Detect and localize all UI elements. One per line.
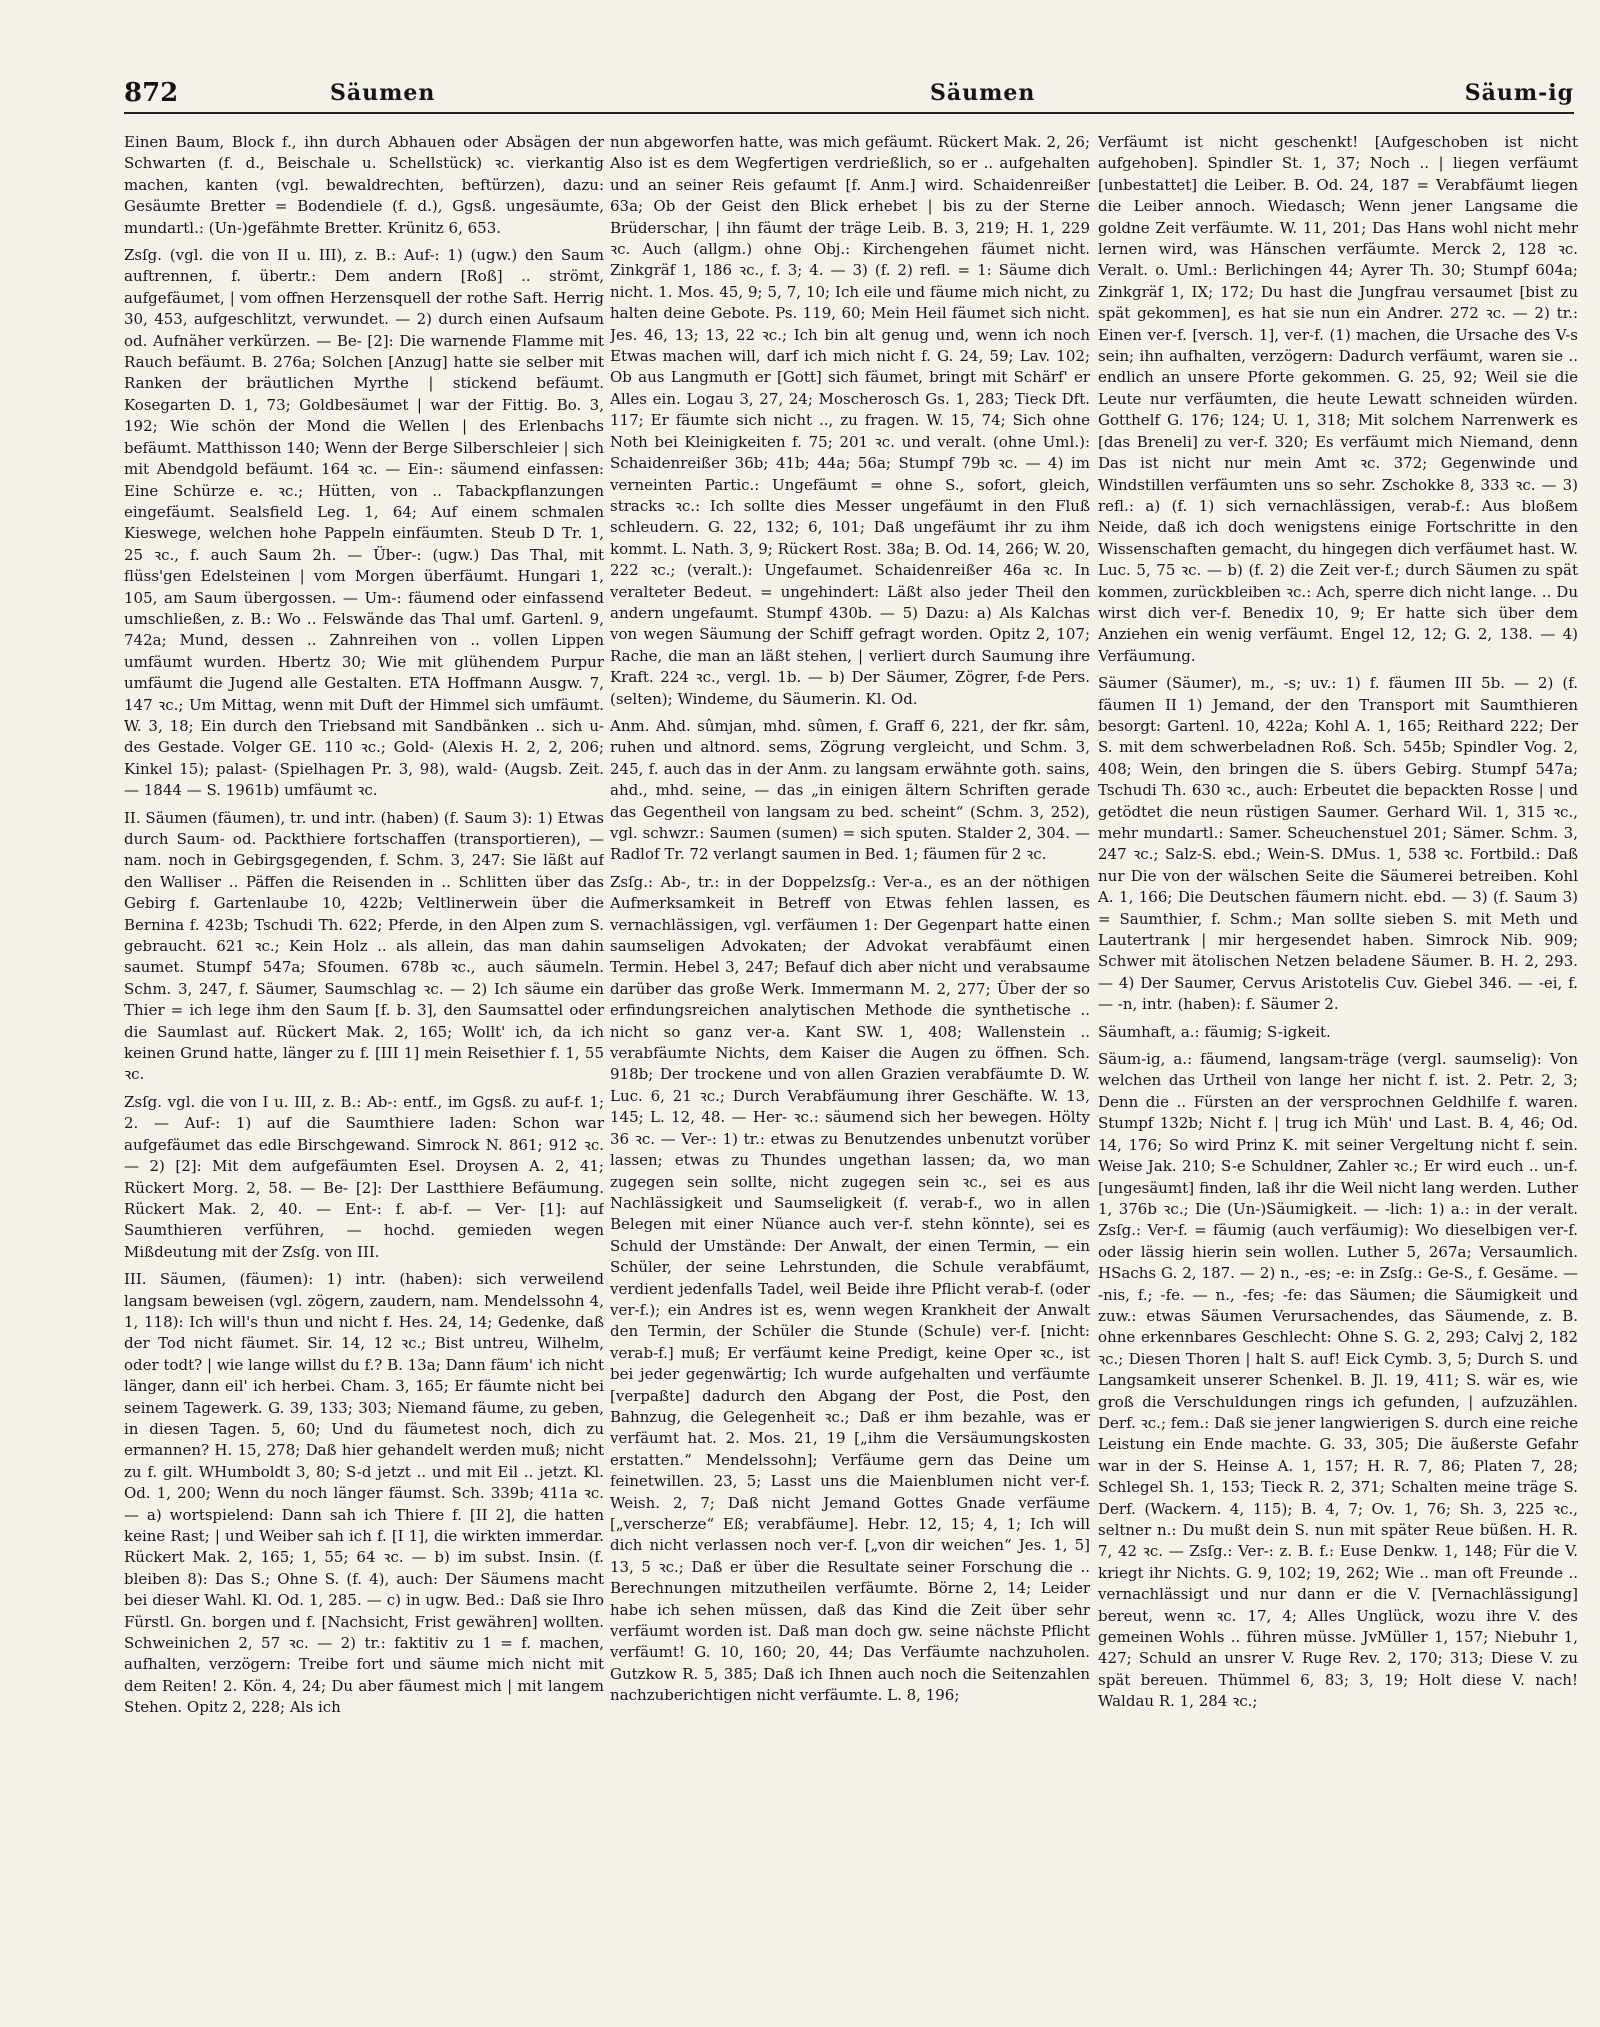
column-1-paragraph: II. Säumen (fäumen), tr. und intr. (haben) (f. Saum 3): 1) Etwas durch Saum- od. Packthiere fortschaffen (transportieren), — nam. noch in Gebirgsgegenden, f. Schm. 3, 247: Sie läßt auf den Walliser .. Päffen die Reisenden in .. Schlitten über das Gebirg f. Gartenlaube 10, 422b; Veltlinerwein über die Bernina f. 423b; Tschudi Th. 622; Pferde, in den Alpen zum S. gebraucht. 621 ꝛc.; Kein Holz .. als allein, das man dahin saumet. Stumpf 547a; Sfoumen. 678b ꝛc., auch säumeln. Schm. 3, 247, f. Säumer, Saumschlag ꝛc. — 2) Ich säume ein Thier = ich lege ihm den Saum [f. b. 3], den Saumsattel oder die Saumlast auf. Rückert Mak. 2, 165; Wollt' ich, da ich keinen Grund hatte, länger zu f. [III 1] mein Reisethier f. 1, 55 ꝛc. [124, 808, 604, 1084]
column-2 [610, 132, 1090, 2012]
center-headword: Säumen [930, 80, 1036, 106]
column-2-paragraph: Anm. Ahd. sûmjan, mhd. sûmen, f. Graff 6, 221, der fkr. sâm, ruhen und altnord. sems, Zögrung vergleicht, und Schm. 3, 245, f. auch das in der Anm. zu langsam erwähnte goth. sains, ahd., mhd. seine, — das „in einigen ältern Schriften gerade das Gegentheil von langsam zu bed. scheint“ (Schm. 3, 252), vgl. schwzr.: Saumen (sumen) = sich sputen. Stalder 2, 304. — Radlof Tr. 72 verlangt saumen in Bed. 1; fäumen für 2 ꝛc. [610, 716, 1090, 864]
column-1-paragraph: Zsſg. (vgl. die von II u. III), z. B.: Auf-: 1) (ugw.) den Saum auftrennen, f. übertr.: Dem andern [Roß] .. strömt, aufgefäumet, | vom offnen Herzensquell der rothe Saft. Herrig 30, 453, aufgeschlitzt, verwundet. — 2) durch einen Aufsaum od. Aufnäher verkürzen. — Be- [2]: Die warnende Flamme mit Rauch befäumt. B. 276a; Solchen [Anzug] hatte sie selber mit Ranken der bräutlichen Myrthe | stickend befäumt. Kosegarten D. 1, 73; Goldbesäumet | war der Fittig. Bo. 3, 192; Wie schön der Mond die Wellen | des Erlenbachs befäumt. Matthisson 140; Wenn der Berge Silberschleier | sich mit Abendgold befäumt. 164 ꝛc. — Ein-: säumend einfassen: Eine Schürze e. ꝛc.; Hütten, von .. Tabackpflanzungen eingefäumt. Sealsfield Leg. 1, 64; Auf einem schmalen Kieswege, welchen hohe Pappeln einfäumten. Steub D Tr. 1, 25 ꝛc., f. auch Saum 2h. — Über-: (ugw.) Das Thal, mit flüss'gen Edelsteinen | vom Morgen überfäumt. Hungari 1, 105, am Saum übergossen. — Um-: fäumend oder einfassend umschließen, z. B.: Wo .. Felswände das Thal umf. Gartenl. 9, 742a; Mund, dessen .. Zahnreihen von .. vollen Lippen umfäumt wurden. Hbertz 30; Wie mit glühendem Purpur umfäumt die Jugend alle Gestalten. ETA Hoffmann Ausgw. 7, 147 ꝛc.; Um Mittag, wenn mit Duft der Himmel sich umfäumt. W. 3, 18; Ein durch den Triebsand mit Sandbänken .. sich u-des Gestade. Volger GE. 110 ꝛc.; Gold- (Alexis H. 2, 2, 206; Kinkel 15); palast- (Spielhagen Pr. 3, 98), wald- (Augsb. Zeit. — 1844 — S. 1961b) umfäumt ꝛc. [124, 246, 604, 800]
right-headword: Säum-ig [1464, 80, 1574, 106]
column-1 [124, 132, 604, 2012]
column-3-paragraph: Verfäumt ist nicht geschenkt! [Aufgeschoben ist nicht aufgehoben]. Spindler St. 1, 37; Noch .. | liegen verfäumt [unbestattet] die Leiber. B. Od. 24, 187 = Verabfäumt liegen die Leiber annoch. Wiedasch; Wenn jener Langsame die goldne Zeit verfäumte. W. 11, 201; Das Hans wohl nicht mehr lernen wird, was Hänschen verfäumte. Merck 2, 128 ꝛc. Veralt. o. Uml.: Berlichingen 44; Ayrer Th. 30; Stumpf 604a; Zinkgräf 1, IX; 172; Du hast die Jungfrau versaumet [bist zu spät gekommen], es hat sie nun ein Andrer. 272 ꝛc. — 2) tr.: Einen ver-f. [versch. 1], ver-f. (1) machen, die Ursache des V-s sein; ihn aufhalten, verzögern: Dadurch verfäumt, waren sie .. endlich an unsere Pforte gekommen. G. 25, 92; Weil sie die Leute nur verfäumten, die heute Lewatt schneiden würden. Gotthelf G. 176; 124; U. 1, 318; Mit solchem Narrenwerk es [das Breneli] zu ver-f. 320; Es verfäumt mich Niemand, denn Das ist nicht nur mein Amt ꝛc. 372; Gegenwinde und Windstillen verfäumten uns so sehr. Zschokke 8, 333 ꝛc. — 3) refl.: a) (f. 1) sich vernachlässigen, verab-f.: Aus bloßem Neide, daß ich doch wenigstens einige Fortschritte in den Wissenschaften gemacht, du hingegen dich verfäumet hast. W. Luc. 5, 75 ꝛc. — b) (f. 2) die Zeit ver-f.; durch Säumen zu spät kommen, zurückbleiben ꝛc.: Ach, sperre dich nicht lange. .. Du wirst dich ver-f. Benedix 10, 9; Er hatte sich über dem Anziehen ein wenig verfäumt. Engel 12, 12; G. 2, 138. — 4) Verfäumung. [1098, 133, 1578, 665]
column-2-paragraph: Zsſg.: Ab-, tr.: in der Doppelzsſg.: Ver-a., es an der nöthigen Aufmerksamkeit in Betreff von Etwas fehlen lassen, es vernachlässigen, vgl. verfäumen 1: Der Gegenpart hatte einen saumseligen Advokaten; der Advokat verabfäumt einen Termin. Hebel 3, 247; Befauf dich aber nicht und verabsaume darüber das große Werk. Immermann M. 2, 277; Über der so erfindungsreichen analytischen Methode die synthetische .. nicht so ganz ver-a. Kant SW. 1, 408; Wallenstein .. verabfäumte Nichts, dem Kaiser die Augen zu öffnen. Sch. 918b; Der trockene und von allen Grazien verabfäumte D. W. Luc. 6, 21 ꝛc.; Durch Verabfäumung ihrer Geschäfte. W. 13, 145; L. 12, 48. — Her- ꝛc.: säumend sich her bewegen. Hölty 36 ꝛc. — Ver-: 1) tr.: etwas zu Benutzendes unbenutzt vorüber lassen; etwas zu Thundes ungethan lassen; da, wo man zugegen sein sollte, nicht zugegen sein ꝛc., sei es aus Nachlässigkeit und Saumseligkeit (f. verab-f., wo in allen Belegen mit einer Nüance auch ver-f. stehn könnte), sei es Schuld der Umstände: Der Anwalt, der einen Termin, — ein Schüler, der seine Lehrstunden, die Schule verabfäumt, verdient jedenfalls Tadel, weil Beide ihre Pflicht verab-f. (oder ver-f.); ein Andres ist es, wenn wegen Krankheit der Anwalt den Termin, der Schüler die Stunde (Schule) ver-f. [nicht: verab-f.] muß; Er verfäumt keine Predigt, keine Oper ꝛc., ist bei jeder gegenwärtig; Ich wurde aufgehalten und verfäumte [verpaßte] dadurch den Abgang der Post, die Post, den Bahnzug, die Gelegenheit ꝛc.; Daß er ihm bezahle, was er verfäumt hat. 2. Mos. 21, 19 [„ihm die Versäumungskosten erstatten.“ Mendelssohn]; Verfäume gern das Deine um feinetwillen. 23, 5; Lasst uns die Maienblumen nicht ver-f. Weish. 2, 7; Daß nicht Jemand Gottes Gnade verfäume [„verscherze“ Eß; verabfäume]. Hebr. 12, 15; 4, 1; Ich will dich nicht verlassen noch ver-f. [„von dir weichen“ Jes. 1, 5] 13, 5 ꝛc.; Daß er über die Resultate seiner Forschung die .. Berechnungen mitzutheilen verfäumte. Börne 2, 14; Leider habe ich sehen müssen, daß das Kind die Zeit über sehr verfäumt worden ist. Daß man doch gw. seine nächste Pflicht verfäumt! G. 10, 160; 20, 44; Das Verfäumte nachzuholen. Gutzkow R. 5, 385; Daß ich Ihnen auch noch die Seitenzahlen nachzuberichtigen nicht verfäumte. L. 8, 196; [610, 872, 1090, 1705]
column-2-paragraph: nun abgeworfen hatte, was mich gefäumt. Rückert Mak. 2, 26; Also ist es dem Wegfertigen verdrießlich, so er .. aufgehalten und an seiner Reis gefaumt [f. Anm.] wird. Schaidenreißer 63a; Ob der Geist den Blick erhebet | bis zu der Sterne Brüderschar, | ihn fäumt der träge Leib. B. 3, 219; H. 1, 229 ꝛc. Auch (allgm.) ohne Obj.: Kirchengehen fäumet nicht. Zinkgräf 1, 186 ꝛc., f. 3; 4. — 3) (f. 2) refl. = 1: Säume dich nicht. 1. Mos. 45, 9; 5, 7, 10; Ich eile und fäume mich nicht, zu halten deine Gebote. Ps. 119, 60; Mein Heil fäumet sich nicht. Jes. 46, 13; 13, 22 ꝛc.; Ich bin alt genug und, wenn ich noch Etwas machen will, darf ich mich nicht f. G. 24, 59; Lav. 102; Ob aus Langmuth er [Gott] sich fäumet, bringt mit Schärf' er Alles ein. Logau 3, 27, 24; Moscherosch Gs. 1, 283; Tieck Dft. 117; Er fäumte sich nicht .., zu fragen. W. 15, 74; Sich ohne Noth bei Kleinigkeiten f. 75; 201 ꝛc. und veralt. (ohne Uml.): Schaidenreißer 36b; 41b; 44a; 56a; Stumpf 79b ꝛc. — 4) im verneinten Partic.: Ungefäumt = ohne S., sofort, gleich, stracks ꝛc.: Ich sollte dies Messer ungefäumt in den Fluß schleudern. G. 22, 132; 6, 101; Daß ungefäumt ihr zu ihm kommt. L. Nath. 3, 9; Rückert Rost. 38a; B. Od. 14, 266; W. 20, 222 ꝛc.; (veralt.): Ungefaumet. Schaidenreißer 46a ꝛc. In veralteter Bedeut. = ungehindert: Läßt also jeder Theil den andern ungefaumt. Stumpf 430b. — 5) Dazu: a) Als Kalchas von wegen Säumung der Schiff gefragt worden. Opitz 2, 107; Rache, die man an läßt stehen, | verliert durch Saumung ihre Kraft. 224 ꝛc., vergl. 1b. — b) Der Säumer, Zögrer, f-de Pers. (selten); Windeme, du Säumerin. Kl. Od. [610, 133, 1090, 708]
column-3-paragraph: Säumhaft, a.: fäumig; S-igkeit. [1098, 1022, 1331, 1041]
column-3-paragraph: Säum-ig, a.: fäumend, langsam-träge (vergl. saumselig): Von welchen das Urtheil von lange her nicht f. ist. 2. Petr. 2, 3; Denn die .. Fürsten an der versprochnen Geldhilfe f. waren. Stumpf 132b; Nicht f. | trug ich Müh' und Last. B. 4, 46; Od. 14, 176; So wird Prinz K. mit seiner Vergeltung nicht f. sein. Weise Jak. 210; S-e Schuldner, Zahler ꝛc.; Er wird euch .. un-f. [ungesäumt] finden, laß ihr die Weil nicht lang werden. Luther 1, 376b ꝛc.; Die (Un-)Säumigkeit. — -lich: 1) a.: in der veralt. Zsſg.: Ver-f. = fäumig (auch verfäumig): Wo dieselbigen ver-f. oder lässig hierin sein wollen. Luther 5, 267a; Versaumlich. HSachs G. 2, 187. — 2) n., -es; -e: in Zsſg.: Ge-S., f. Gesäme. — -nis, f.; -fe. — n., -fes; -fe: das Säumen; die Säumigkeit und zuw.: etwas Säumen Verursachendes, das Säumende, z. B. ohne erkennbares Geschlecht: Ohne S. G. 2, 293; Calvj 2, 182 ꝛc.; Diesen Thoren | halt S. auf! Eick Cymb. 3, 5; Durch S. und Langsamkeit unserer Schenkel. B. Jl. 19, 411; S. wär es, wie groß die Verschuldungen rings ich gefunden, | aufzuzählen. Derf. ꝛc.; fem.: Daß sie jener langwierigen S. durch eine reiche Leistung ein Ende machte. G. 33, 305; Die äußerste Gefahr war in der S. Heinse A. 1, 157; H. R. 7, 86; Platen 7, 28; Schlegel Sh. 1, 153; Tieck R. 2, 371; Schalten meine träge S. Derf. (Wackern. 4, 115); B. 4, 7; Ov. 1, 76; Sh. 3, 225 ꝛc., seltner n.: Du mußt dein S. nun mit später Reue büßen. H. R. 7, 42 ꝛc. — Zsſg.: Ver-: z. B. f.: Euse Denkw. 1, 148; Für die V. kriegt ihr Nichts. G. 9, 102; 19, 262; Wie .. man oft Freunde .. vernachlässigt und nur dann er die V. [Vernachlässigung] bereut, wenn ꝛc. 17, 4; Alles Unglück, wozu ihre V. des gemeinen Wohls .. führen müsse. JvMüller 1, 157; Niebuhr 1, 427; Schuld an unsrer V. Ruge Rev. 2, 170; 313; Diese V. zu spät bereuen. Thümmel 6, 83; 3, 19; Holt diese V. nach! Waldau R. 1, 284 ꝛc.; [1098, 1050, 1578, 1711]
running-header [124, 70, 1574, 116]
left-headword: Säumen [330, 80, 436, 106]
column-1-paragraph: Zsſg. vgl. die von I u. III, z. B.: Ab-: entf., im Ggsß. zu auf-f. 1; 2. — Auf-: 1) auf die Saumthiere laden: Schon war aufgefäumet das edle Birschgewand. Simrock N. 861; 912 ꝛc. — 2) [2]: Mit dem aufgefäumten Esel. Droysen A. 2, 41; Rückert Morg. 2, 58. — Be- [2]: Der Lastthiere Befäumung. Rückert Mak. 2, 40. — Ent-: f. ab-f. — Ver- [1]: auf Saumthieren verführen, — hochd. gemieden wegen Mißdeutung mit der Zsſg. von III. [124, 1092, 604, 1261]
column-1-paragraph: III. Säumen, (fäumen): 1) intr. (haben): sich verweilend langsam beweisen (vgl. zögern, zaudern, nam. Mendelssohn 4, 1, 118): Ich will's thun und nicht f. Hes. 24, 14; Gedenke, daß der Tod nicht fäumet. Sir. 14, 12 ꝛc.; Bist untreu, Wilhelm, oder todt? | wie lange willst du f.? B. 13a; Dann fäum' ich nicht länger, dann eil' ich herbei. Cham. 3, 165; Er fäumte nicht bei seinem Tagewerk. G. 39, 133; 303; Niemand fäume, zu geben, in diesen Tagen. 5, 60; Und du fäumetest noch, dich zu ermannen? H. 15, 278; Daß hier gehandelt werden muß; nicht zu f. gilt. WHumboldt 3, 80; S-d jetzt .. und mit Eil .. jetzt. Kl. Od. 1, 200; Wenn du noch länger fäumst. Sch. 339b; 411a ꝛc. — a) wortspielend: Dann sah ich Thiere f. [II 2], die hatten keine Rast; | und Weiber sah ich f. [I 1], die wirkten immerdar. Rückert Mak. 2, 165; 1, 55; 64 ꝛc. — b) im subst. Insin. (f. bleiben 8): Das S.; Ohne S. (f. 4), auch: Der Säumens macht bei dieser Wahl. Kl. Od. 1, 285. — c) in ugw. Bed.: Daß sie Ihro Fürstl. Gn. borgen und f. [Nachsicht, Frist gewähren] wollten. Schweinichen 2, 57 ꝛc. — 2) tr.: faktitiv zu 1 = f. machen, aufhalten, verzögern: Treibe fort und säume mich nicht mit dem Reiten! 2. Kön. 4, 24; Du aber fäumest mich | mit langem Stehen. Opitz 2, 228; Als ich [124, 1270, 604, 1717]
column-3 [1098, 132, 1578, 2012]
column-3-paragraph: Säumer (Säumer), m., -s; uv.: 1) f. fäumen III 5b. — 2) (f. fäumen II 1) Jemand, der den Transport mit Saumthieren besorgt: Gartenl. 10, 422a; Kohl A. 1, 165; Reithard 222; Der S. mit dem schwerbeladnen Roß. Sch. 545b; Spindler Vog. 2, 408; Wein, den bringen die S. übers Gebirg. Stumpf 547a; Tschudi Th. 630 ꝛc., auch: Erbeutet die bepackten Rosse | und getödtet die neun rüstigen Saumer. Gerhard Wil. 1, 315 ꝛc., mehr mundartl.: Samer. Scheuchenstuel 201; Sämer. Schm. 3, 247 ꝛc.; Salz-S. ebd.; Wein-S. DMus. 1, 538 ꝛc. Fortbild.: Daß nur Die von der wälschen Seite die Säumerei betreiben. Kohl A. 1, 166; Die Deutschen fäumern nicht. ebd. — 3) (f. Saum 3) = Saumthier, f. Schm.; Man sollte sieben S. mit Meth und Lautertrank | mir hergesendet haben. Simrock Nib. 909; Schwer mit ätolischen Netzen beladene Säumer. B. H. 2, 293. — 4) Der Saumer, Cervus Aristotelis Cuv. Giebel 346. — -ei, f. — -n, intr. (haben): f. Säumer 2. [1098, 674, 1578, 1014]
page-number: 872 [124, 78, 179, 108]
column-1-paragraph: Einen Baum, Block f., ihn durch Abhauen oder Absägen der Schwarten (f. d., Beischale u. Schellstück) ꝛc. vierkantig machen, kanten (vgl. bewaldrechten, beftürzen), dazu: Gesäumte Bretter = Bodendiele (f. d.), Ggsß. ungesäumte, mundartl.: (Un-)gefähmte Bretter. Krünitz 6, 653. [124, 133, 604, 237]
header-rule [124, 112, 1574, 114]
